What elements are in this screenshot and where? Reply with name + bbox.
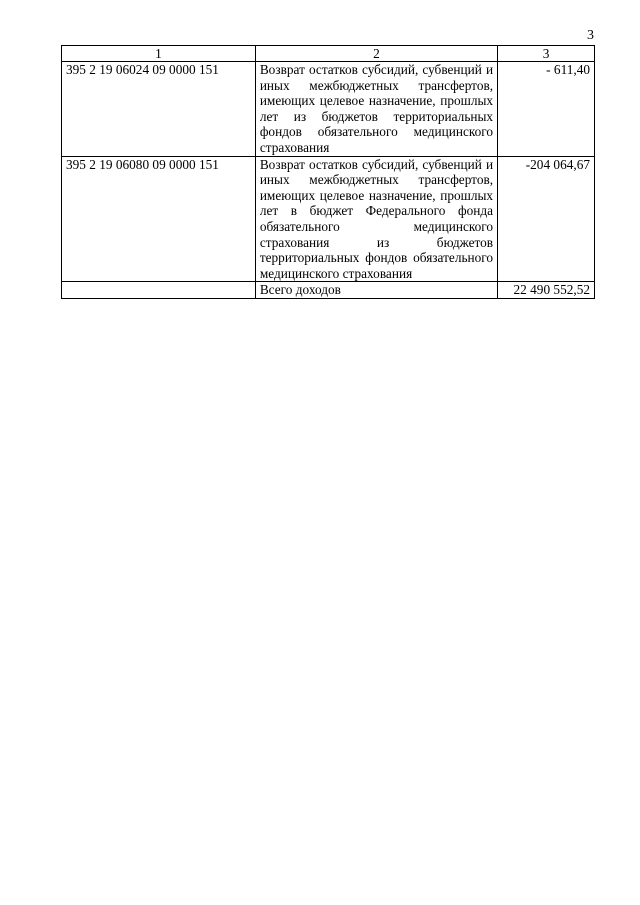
budget-code-cell: 395 2 19 06024 09 0000 151 — [62, 62, 256, 157]
column-header-1: 1 — [62, 46, 256, 62]
table-header-row — [62, 46, 595, 62]
amount-cell: - 611,40 — [498, 62, 595, 157]
revenue-table — [61, 45, 595, 299]
column-header-2: 2 — [255, 46, 497, 62]
page-number: 3 — [587, 28, 594, 43]
budget-code-cell: 395 2 19 06080 09 0000 151 — [62, 156, 256, 282]
total-amount-cell: 22 490 552,52 — [498, 282, 595, 299]
table-row — [62, 156, 595, 282]
column-header-3: 3 — [498, 46, 595, 62]
description-cell: Возврат остатков субсидий, субвенций и иных межбюджетных трансфертов, имеющих целевое назначение, прошлых лет из бюджетов территориальных фондов обязательного медицинского страхования — [255, 62, 497, 157]
description-cell: Возврат остатков субсидий, субвенций и иных межбюджетных трансфертов, имеющих целевое назначение, прошлых лет в бюджет Федерального фонда обязательного медицинского страхования из бюджетов территориальных фондов обязательного медицинского страхования — [255, 156, 497, 282]
amount-cell: -204 064,67 — [498, 156, 595, 282]
total-code-cell — [62, 282, 256, 299]
total-label-cell: Всего доходов — [255, 282, 497, 299]
table-row — [62, 62, 595, 157]
total-row — [62, 282, 595, 299]
